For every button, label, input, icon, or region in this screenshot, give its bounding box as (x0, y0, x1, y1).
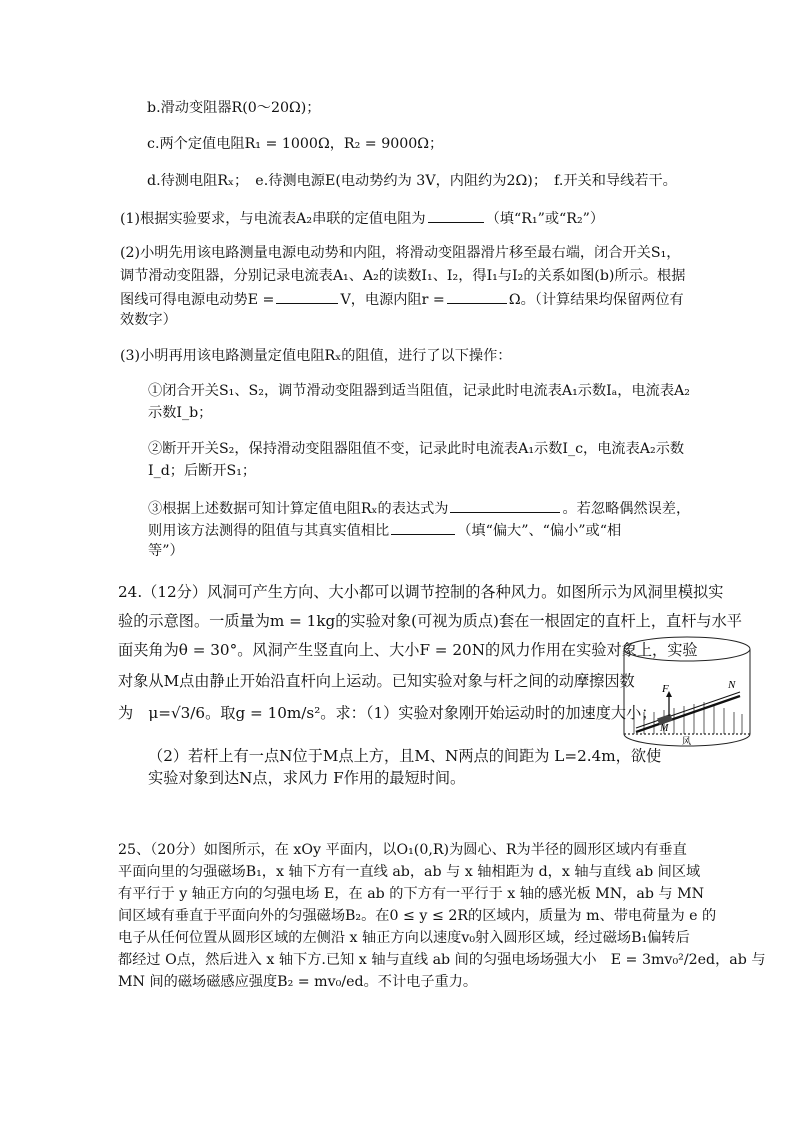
rod (636, 696, 740, 732)
question-2-line-1: (2)小明先用该电路测量电源电动势和内阻，将滑动变阻器滑片移至最右端，闭合开关S₁， (120, 245, 681, 261)
step-3-text: 。若忽略偶然误差， (562, 501, 691, 517)
rod-edge (636, 692, 740, 728)
step-3-line-3: 等”） (148, 543, 184, 559)
step-2-line-1: ②断开开关S₂，保持滑动变阻器阻值不变，记录此时电流表A₁示数I_c，电流表A₂示数 (148, 441, 685, 457)
problem-25-line-5: 电子从任何位置从圆形区域的左侧沿 x 轴正方向以速度v₀射入圆形区域，经过磁场B₁偏转后 (118, 930, 690, 946)
problem-25-line-3: 有平行于 y 轴正方向的匀强电场 E，在 ab 的下方有一平行于 x 轴的感光板 MN，ab 与 MN (118, 886, 705, 902)
question-2-line-4: 效数字） (120, 312, 177, 328)
step-1-line-1: ①闭合开关S₁、S₂，调节滑动变阻器到适当阻值，记录此时电流表A₁示数Iₐ，电流表A₂ (148, 383, 690, 399)
label-n: N (728, 679, 736, 691)
problem-25-line-4: 间区域有垂直于平面向外的匀强磁场B₂。在0 ≤ y ≤ 2R的区域内，质量为 m、带电荷量为 e 的 (118, 908, 717, 924)
question-1-text: (1)根据实验要求，与电流表A₂串联的定值电阻为 (120, 211, 426, 227)
problem-25-line-1: 25、（20分）如图所示，在 xOy 平面内，以O₁(0,R)为圆心、R为半径的圆形区域内有垂直 (118, 842, 687, 858)
step-3-text: ③根据上述数据可知计算定值电阻Rₓ的表达式为 (148, 501, 449, 517)
step-3-line-2 (148, 519, 621, 541)
item-c: c.两个定值电阻R₁ = 1000Ω，R₂ = 9000Ω； (147, 136, 444, 152)
problem-24-line-2: 验的示意图。一质量为m = 1kg的实验对象(可视为质点)套在一根固定的直杆上，直杆与水平 (118, 612, 742, 630)
label-f: F (662, 683, 669, 695)
answer-blank[interactable] (391, 519, 455, 535)
question-2-text: Ω。（计算结果均保留两位有 (508, 292, 684, 308)
question-2-line-3 (120, 288, 684, 310)
problem-24-line-7: 实验对象到达N点，求风力 F作用的最短时间。 (148, 769, 466, 787)
item-b: b.滑动变阻器R(0～20Ω)； (147, 100, 321, 116)
wind-arrows (634, 702, 742, 734)
problem-24-line-4: 对象从M点由静止开始沿直杆向上运动。已知实验对象与杆之间的动摩擦因数 (118, 672, 635, 690)
answer-blank[interactable] (428, 207, 484, 223)
label-wind: 风 (682, 737, 692, 747)
problem-25-line-6: 都经过 O点，然后进入 x 轴下方.已知 x 轴与直线 ab 间的匀强电场场强大小 E = 3mv₀²/2ed，ab 与 (118, 952, 766, 968)
problem-24-line-1: 24.（12分）风洞可产生方向、大小都可以调节控制的各种风力。如图所示为风洞里模拟实 (118, 583, 724, 601)
problem-24-line-3: 面夹角为θ = 30°。风洞产生竖直向上、大小F = 20N的风力作用在实验对象上，实验 (118, 641, 698, 659)
tunnel-top-rim (624, 637, 750, 661)
wind-tunnel-diagram (622, 636, 752, 748)
problem-24-line-5: 为 μ=√3/6。取g = 10m/s²。求：（1）实验对象刚开始运动时的加速度大小； (118, 704, 657, 722)
question-2-text: V，电源内阻r = (340, 292, 445, 308)
question-2-text: 图线可得电源电动势E = (120, 292, 275, 308)
answer-blank[interactable] (447, 288, 507, 304)
question-1-hint: （填“R₁”或“R₂”） (485, 211, 605, 227)
problem-25-line-2: 平面向里的匀强磁场B₁，x 轴下方有一直线 ab，ab 与 x 轴相距为 d，x 轴与直线 ab 间区域 (118, 864, 701, 880)
label-m: M (660, 723, 669, 734)
question-1 (120, 207, 604, 229)
question-2-line-2: 调节滑动变阻器，分别记录电流表A₁、A₂的读数I₁、I₂，得I₁与I₂的关系如图(b)所示。根据 (120, 268, 686, 284)
answer-blank[interactable] (450, 497, 560, 513)
problem-25-line-7: MN 间的磁场磁感应强度B₂ = mv₀/ed。不计电子重力。 (118, 974, 478, 990)
step-1-line-2: 示数I_b； (148, 405, 213, 421)
step-3-text: （填“偏大”、“偏小”或“相 (457, 523, 622, 539)
answer-blank[interactable] (276, 288, 338, 304)
question-3-intro: (3)小明再用该电路测量定值电阻Rₓ的阻值，进行了以下操作： (120, 348, 512, 364)
step-3-line-1 (148, 497, 690, 519)
item-d: d.待测电阻Rₓ； e.待测电源E(电动势约为 3V，内阻约为2Ω)； f.开关和导线若干。 (147, 173, 677, 189)
step-3-text: 则用该方法测得的阻值与其真实值相比 (148, 523, 390, 539)
step-2-line-2: I_d；后断开S₁； (148, 463, 257, 479)
problem-24-line-6: （2）若杆上有一点N位于M点上方，且M、N两点的间距为 L=2.4m，欲使 (148, 747, 662, 765)
